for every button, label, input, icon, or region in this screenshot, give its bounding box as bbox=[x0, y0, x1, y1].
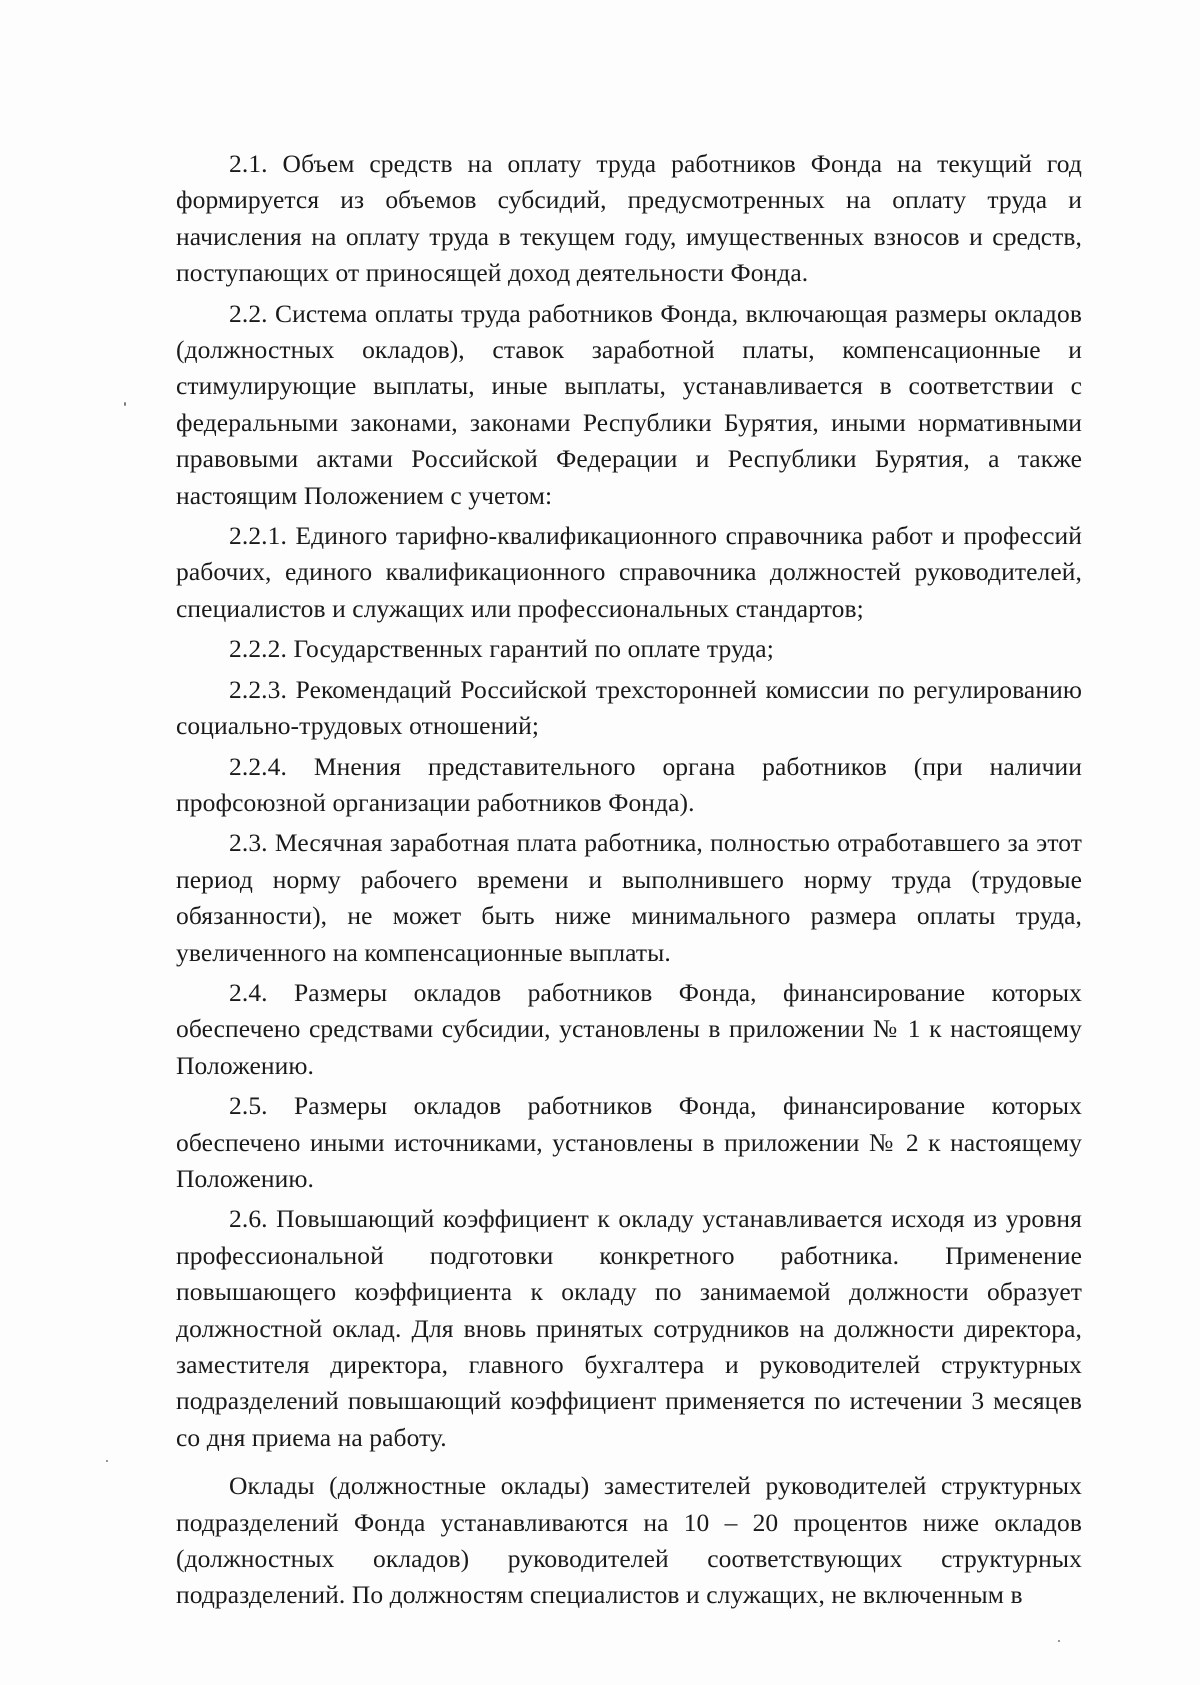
paragraph-2-4: 2.4. Размеры окладов работников Фонда, финансирование которых обеспечено средствами субсидии, установлены в приложении № 1 к настоящему Положению. bbox=[176, 977, 1082, 1080]
paragraph-deputy-salaries: Оклады (должностные оклады) заместителей руководителей структурных подразделений Фонда устанавливаются на 10 – 20 процентов ниже окладов (должностных окладов) руководителей соответствующих структурных подразделений. По должностям специалистов и служащих, не включенным в bbox=[176, 1471, 1082, 1610]
paragraph-2-1: 2.1. Объем средств на оплату труда работников Фонда на текущий год формируется из объемов субсидий, предусмотренных на оплату труда и начисления на оплату труда в текущем году, имущественных взносов и средств, поступающих от приносящей доход деятельности Фонда. bbox=[176, 149, 1082, 288]
paragraph-2-2-3: 2.2.3. Рекомендаций Российской трехсторонней комиссии по регулированию социально-трудовых отношений; bbox=[176, 674, 1082, 741]
paragraph-2-2-2: 2.2.2. Государственных гарантий по оплате труда; bbox=[229, 634, 774, 664]
paragraph-2-2-4: 2.2.4. Мнения представительного органа работников (при наличии профсоюзной организации работников Фонда). bbox=[176, 751, 1082, 817]
paragraph-2-2-1: 2.2.1. Единого тарифно-квалификационного справочника работ и профессий рабочих, единого квалификационного справочника должностей руководителей, специалистов и служащих или профессиональных стандартов; bbox=[176, 521, 1082, 623]
paragraph-2-3: 2.3. Месячная заработная плата работника, полностью отработавшего за этот период норму рабочего времени и выполнившего норму труда (трудовые обязанности), не может быть ниже минимального размера оплаты труда, увеличенного на компенсационные выплаты. bbox=[176, 828, 1082, 967]
paragraph-2-2: 2.2. Система оплаты труда работников Фонда, включающая размеры окладов (должностных окладов), ставок заработной платы, компенсационные и стимулирующие выплаты, иные выплаты, устанавливается в соответствии с федеральными законами, законами Республики Бурятия, иными нормативными правовыми актами Российской Федерации и Республики Бурятия, а также настоящим Положением с учетом: bbox=[176, 298, 1082, 510]
paragraph-2-5: 2.5. Размеры окладов работников Фонда, финансирование которых обеспечено иными источниками, установлены в приложении № 2 к настоящему Положению. bbox=[176, 1091, 1082, 1193]
scan-speck bbox=[1058, 1640, 1060, 1642]
scan-speck bbox=[106, 1460, 108, 1462]
scan-speck bbox=[124, 402, 126, 406]
paragraph-2-6: 2.6. Повышающий коэффициент к окладу устанавливается исходя из уровня профессиональной подготовки конкретного работника. Применение повышающего коэффициента к окладу по занимаемой должности образует должностной оклад. Для вновь принятых сотрудников на должности директора, заместителя директора, главного бухгалтера и руководителей структурных подразделений повышающий коэффициент применяется по истечении 3 месяцев со дня приема на работу. bbox=[176, 1204, 1082, 1452]
